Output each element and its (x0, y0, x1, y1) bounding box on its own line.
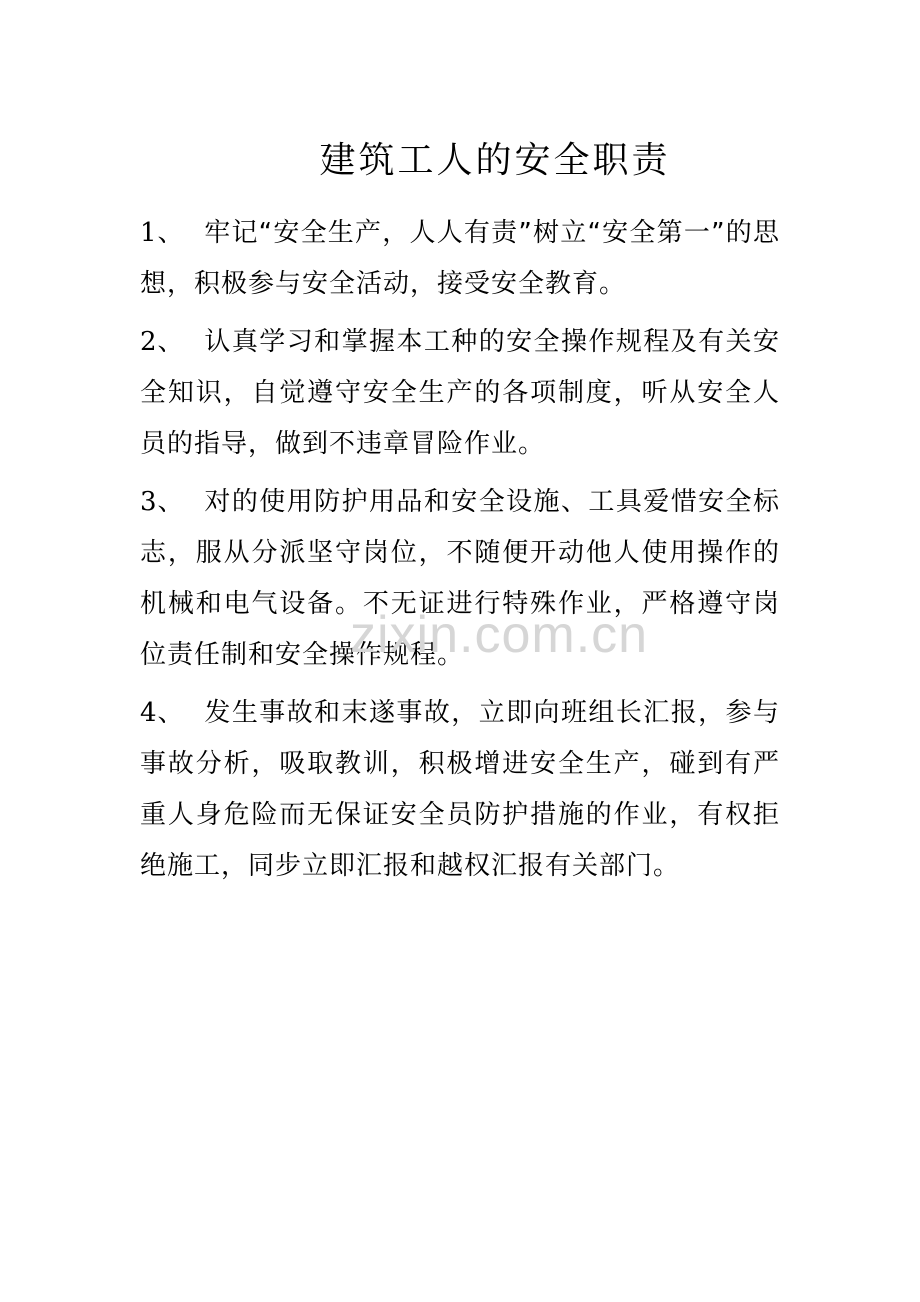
item-text: 发生事故和末遂事故，立即向班组长汇报，参与事故分析，吸取教训，积极增进安全生产，碰到有严重人身危险而无保证安全员防护措施的作业，有权拒绝施工，同步立即汇报和越权汇报有关部门。 (140, 698, 780, 881)
item-number: 1、 (140, 218, 185, 248)
list-item (140, 317, 780, 470)
list-item (140, 688, 780, 892)
item-text: 对的使用防护用品和安全设施、工具爱惜安全标志，服从分派坚守岗位，不随便开动他人使用操作的机械和电气设备。不无证进行特殊作业，严格遵守岗位责任制和安全操作规程。 (140, 487, 780, 670)
document-body (140, 208, 780, 892)
item-number: 3、 (140, 487, 185, 517)
list-item (140, 208, 780, 310)
item-text: 牢记“安全生产，人人有责”树立“安全第一”的思想，积极参与安全活动，接受安全教育。 (140, 218, 780, 299)
watermark: zixin.com.cn (350, 606, 649, 664)
item-text: 认真学习和掌握本工种的安全操作规程及有关安全知识，自觉遵守安全生产的各项制度，听从安全人员的指导，做到不违章冒险作业。 (140, 327, 780, 459)
document-title: 建筑工人的安全职责 (319, 140, 671, 181)
list-item (140, 477, 780, 681)
item-number: 2、 (140, 327, 185, 357)
item-number: 4、 (140, 698, 185, 728)
